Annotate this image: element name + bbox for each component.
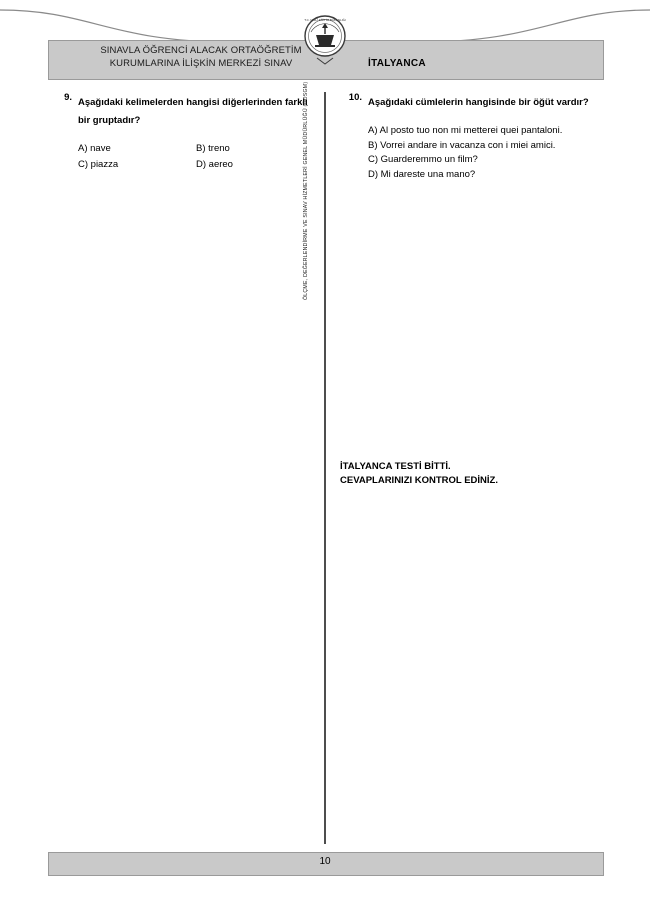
left-column <box>50 92 312 172</box>
page-header <box>0 0 650 92</box>
choice-option[interactable]: C) Guarderemmo un film? <box>368 154 478 165</box>
question-10 <box>340 92 602 110</box>
right-column <box>340 92 602 182</box>
choice-option[interactable]: D) Mi dareste una mano? <box>368 168 476 180</box>
exam-title-line1: SINAVLA ÖĞRENCİ ALACAK ORTAÖĞRETİM <box>100 45 302 56</box>
subject-title: İTALYANCA <box>368 58 426 69</box>
page-number: 10 <box>319 856 331 867</box>
end-notice-line1: İTALYANCA TESTİ BİTTİ. <box>340 461 451 472</box>
column-divider <box>324 92 326 844</box>
exam-title <box>76 44 326 70</box>
question-10-text: Aşağıdaki cümlelerin hangisinde bir öğüt vardır? <box>368 97 589 108</box>
choice-option[interactable]: B) treno <box>196 143 230 154</box>
end-notice-line2: CEVAPLARINIZI KONTROL EDİNİZ. <box>340 475 498 486</box>
question-9 <box>50 92 312 128</box>
ministry-of-education-emblem-icon <box>303 14 347 66</box>
choice-option[interactable]: C) piazza <box>78 159 119 170</box>
question-9-number: 9. <box>64 92 72 103</box>
choice-option[interactable]: A) nave <box>78 143 111 154</box>
choice-option[interactable]: A) Al posto tuo non mi metterei quei pantaloni. <box>368 125 563 136</box>
question-10-choices <box>340 124 602 182</box>
question-9-choices <box>50 142 312 172</box>
end-of-test-notice <box>340 460 498 488</box>
question-10-number: 10. <box>348 92 362 103</box>
choice-option[interactable]: B) Vorrei andare in vacanza con i miei amici. <box>368 139 556 151</box>
exam-title-line2: KURUMLARINA İLİŞKİN MERKEZİ SINAV <box>109 58 293 69</box>
question-9-text: Aşağıdaki kelimelerden hangisi diğerlerinden farklı bir gruptadır? <box>78 97 308 126</box>
department-side-label: ÖLÇME, DEĞERLENDİRME VE SINAV HİZMETLERİ GENEL MÜDÜRLÜĞÜ (ÖDSGM) <box>303 81 309 300</box>
svg-text:T.C. MİLLÎ EĞİTİM BAKANLIĞI: T.C. MİLLÎ EĞİTİM BAKANLIĞI <box>304 18 346 22</box>
choice-option[interactable]: D) aereo <box>196 159 233 170</box>
